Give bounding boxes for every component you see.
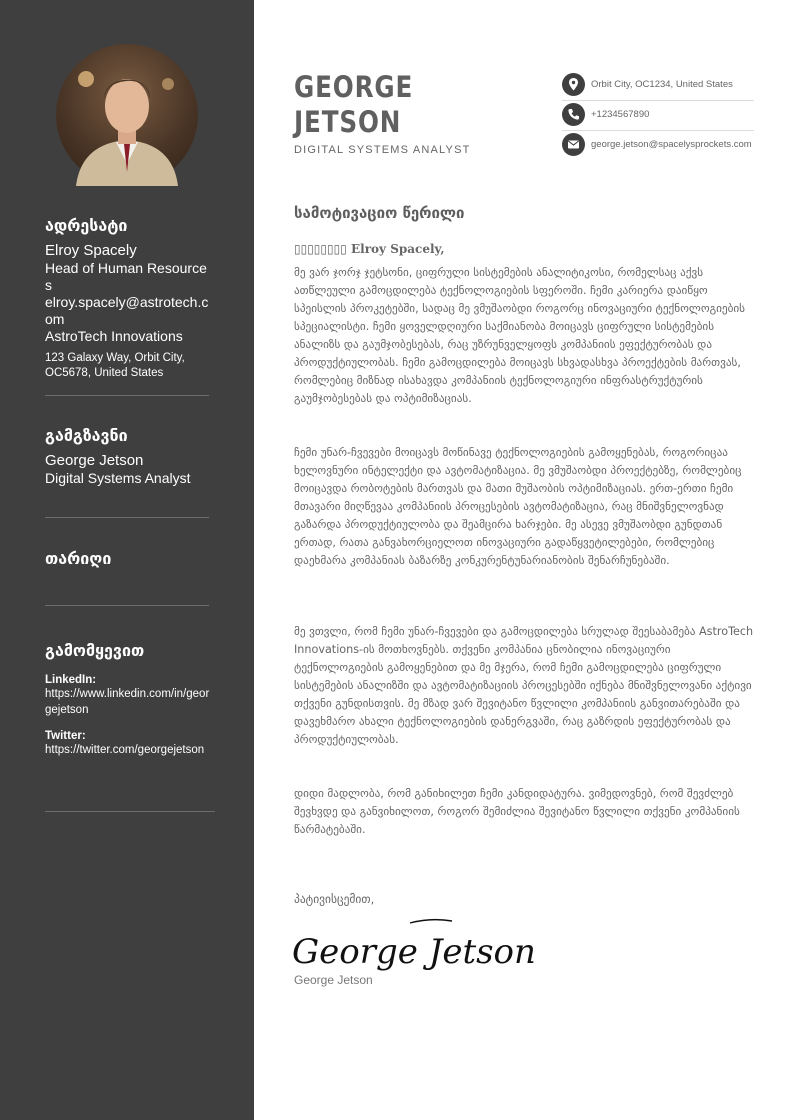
- letter-title: სამოტივაციო წერილი: [294, 204, 465, 222]
- divider: [45, 517, 209, 518]
- first-name: GEORGE: [294, 70, 414, 104]
- sender-section: [45, 426, 210, 487]
- recipient-email[interactable]: elroy.spacely@astrotech.com: [45, 294, 209, 327]
- applicant-name: [294, 70, 413, 140]
- twitter-link[interactable]: https://twitter.com/georgejetson: [45, 744, 205, 756]
- sidebar: [0, 0, 254, 1120]
- recipient-name: Elroy Spacely: [45, 242, 137, 259]
- signature-script: George Jetson: [292, 932, 536, 972]
- sender-heading: გამგზავნი: [45, 426, 128, 445]
- recipient-address: 123 Galaxy Way, Orbit City, OC5678, United States: [45, 352, 185, 379]
- contact-list: [562, 72, 754, 161]
- date-heading: თარიღი: [45, 549, 112, 568]
- letter-paragraph: ჩემი უნარ-ჩვევები მოიცავს მოწინავე ტექნოლოგიების გამოყენებას, როგორიცაა ხელოვნური ინტელექტი და ავტომატიზაცია. მე ვმუშაობდი პროექტებზე, რომლებიც მოიცავდა რობოტების მართვას და მათი მუშაობის ოპტიმიზაციას. ერთ-ერთი ჩემი მთავარი მიღწევაა კომპანიის პროცესების ავტომატიზაცია, რაც მნიშვნელოვნად გაზარდა პროდუქტიულობა და შეამცირა ხარჯები. მე ასევე ვმუშაობდი გუნდთან ერთად, რათა განვახორციელოთ ინოვაციური გადაწყვეტილებები, რომლებიც დაეხმარა კომპანიას ბაზარზე კონკურენტუნარიანობის შენარჩუნებაში.: [294, 446, 742, 567]
- social-heading: გამომყევით: [45, 641, 145, 660]
- recipient-company: AstroTech Innovations: [45, 328, 183, 344]
- envelope-icon: [562, 133, 585, 156]
- email-text[interactable]: george.jetson@spacelysprockets.com: [591, 139, 752, 150]
- profile-photo: [56, 44, 198, 186]
- contact-email: [562, 132, 754, 160]
- recipient-heading: ადრესატი: [45, 216, 128, 235]
- date-section: [45, 549, 210, 574]
- contact-phone: [562, 102, 754, 131]
- address-text: Orbit City, OC1234, United States: [591, 79, 733, 90]
- divider: [45, 395, 209, 396]
- signature-name: George Jetson: [294, 973, 373, 987]
- last-name: JETSON: [294, 105, 402, 139]
- contact-address: [562, 72, 754, 101]
- divider: [45, 605, 209, 606]
- sender-title: Digital Systems Analyst: [45, 470, 191, 486]
- recipient-section: [45, 216, 210, 381]
- divider: [45, 811, 215, 812]
- letter-paragraph: დიდი მადლობა, რომ განიხილეთ ჩემი კანდიდატურა. ვიმედოვნებ, რომ შევძლებ შევხვდე და განვიხილოთ, როგორ შემიძლია შევიტანო წვლილი თქვენი კომპანიის წარმატებაში.: [294, 787, 740, 836]
- handwritten-signature: [290, 915, 536, 977]
- applicant-role: DIGITAL SYSTEMS ANALYST: [294, 144, 471, 156]
- twitter-label: Twitter:: [45, 730, 86, 742]
- sender-name: George Jetson: [45, 452, 144, 469]
- recipient-title: Head of Human Resources: [45, 260, 207, 293]
- linkedin-label: LinkedIn:: [45, 674, 97, 686]
- social-section: [45, 641, 213, 770]
- location-pin-icon: [562, 73, 585, 96]
- phone-icon: [562, 103, 585, 126]
- letter-closing: პატივისცემით,: [294, 892, 375, 906]
- letter-paragraph: მე ვთვლი, რომ ჩემი უნარ-ჩვევები და გამოცდილება სრულად შეესაბამება AstroTech Innovations-ის მოთხოვნებს. თქვენი კომპანია ცნობილია ინოვაციური ტექნოლოგიების გამოყენებით და მე მჯერა, რომ ჩემი გამოცდილება ციფრული სისტემების ანალიზში და ავტომატიზაციის პროცესებში იქნება მნიშვნელოვანი აქტივი თქვენი გუნდისთვის. მე მზად ვარ შევიტანო წვლილი კომპანიის განვითარებაში და დავეხმარო ახალი ტექნოლოგიების დანერგვაში, რაც გაზრდის ეფექტურობას და პროდუქტიულობას.: [294, 625, 754, 746]
- linkedin-link[interactable]: https://www.linkedin.com/in/georgejetson: [45, 688, 210, 716]
- phone-text[interactable]: +1234567890: [591, 109, 650, 120]
- letter-greeting: ▯▯▯▯▯▯▯▯ Elroy Spacely,: [294, 242, 445, 256]
- letter-paragraph: მე ვარ ჯორჯ ჯეტსონი, ციფრული სისტემების ანალიტიკოსი, რომელსაც აქვს ათწლეული გამოცდილება ტექნოლოგიების სფეროში. ჩემი კარიერა დაიწყო სპეისლის პროკეტებში, სადაც მე ვმუშაობდი როგორც ინოვაციური ტექნოლოგიების სპეციალისტი. ჩემი ყოველდღიური საქმიანობა მოიცავს ციფრული სისტემების ანალიზს და გაუმჯობესებას, რაც უზრუნველყოფს კომპანიის ეფექტურობას და პროდუქტიულობას. ჩემი გამოცდილება მოიცავს სხვადასხვა პროექტების მართვას, რომლებიც მიზნად ისახავდა კომპანიის ტექნოლოგიური ინფრასტრუქტურის გაუმჯობესებას და ოპტიმიზაციას.: [294, 266, 746, 405]
